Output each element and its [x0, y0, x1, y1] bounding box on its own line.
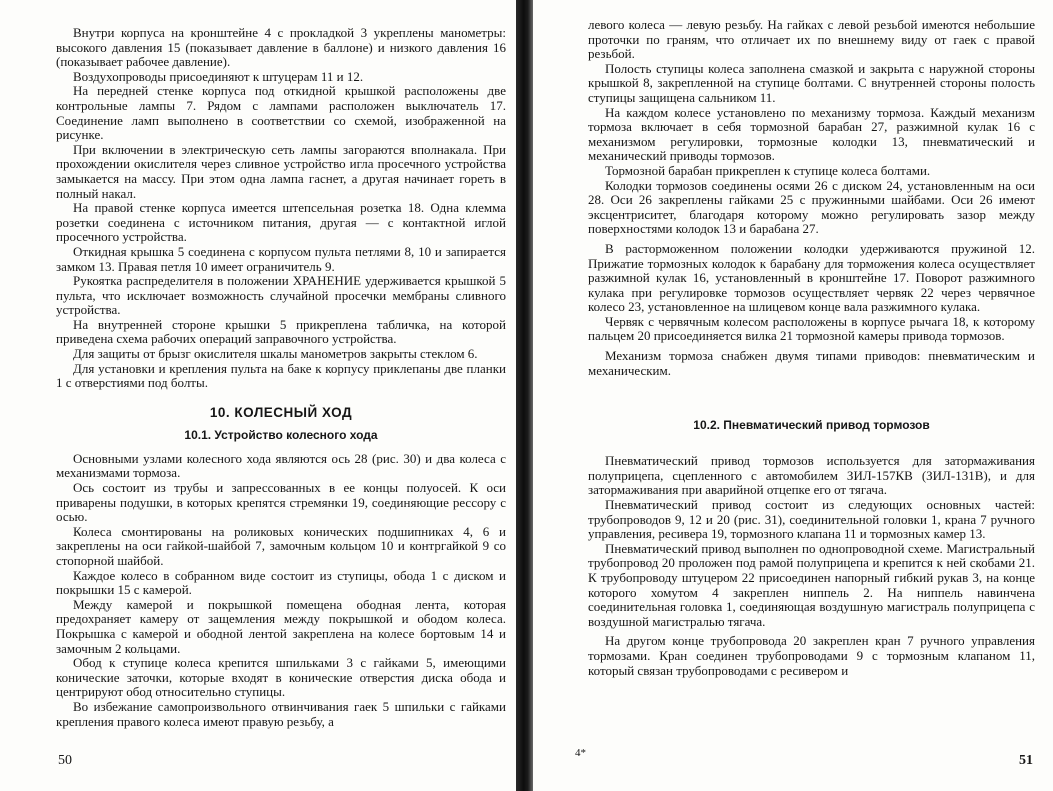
paragraph: Ось состоит из трубы и запрессованных в ее концы полуосей. К оси приварены подушки, в которых крепятся стремянки 19, соединяющие рессору с осью.: [56, 480, 506, 525]
paragraph: На передней стенке корпуса под откидной крышкой расположены две контрольные лампы 7. Рядом с лампами расположен выключатель 17. Соединение ламп выполнено в соответствии со схемой, изображенной на рисунке.: [56, 83, 506, 143]
paragraph: Для защиты от брызг окислителя шкалы манометров закрыты стеклом 6.: [73, 346, 478, 362]
chapter-title: 10. КОЛЕСНЫЙ ХОД: [209, 404, 353, 420]
paragraph: Червяк с червячным колесом расположены в корпусе рычага 18, к которому пальцем 20 присоединяется вилка 21 тормозной камеры привода тормозов.: [588, 313, 1035, 344]
paragraph: Пневматический привод выполнен по однопроводной схеме. Магистральный трубопровод 20 проложен под рамой полуприцепа и крепится к ней скобами 21. К трубопроводу штуцером 22 присоединен напорный гибкий рукав 3, на конце которого хомутом 4 закреплен ниппель 2. На ниппель навинчена соединительная головка 1, соединяющая воздушную магистраль полуприцепа с воздушной магистралью тягача.: [588, 540, 1035, 629]
paragraph: Обод к ступице колеса крепится шпильками 3 с гайками 5, имеющими конические заточки, которые входят в конические отверстия диска обода и центрируют обод относительно ступицы.: [56, 655, 506, 700]
paragraph: Во избежание самопроизвольного отвинчивания гаек 5 шпильки с гайками крепления правого колеса имеют правую резьбу, а: [56, 698, 506, 729]
paragraph: Для установки и крепления пульта на баке к корпусу приклепаны две планки 1 с отверстиями под болты.: [56, 360, 506, 391]
paragraph: Откидная крышка 5 соединена с корпусом пульта петлями 8, 10 и запирается замком 13. Правая петля 10 имеет ограничитель 9.: [56, 243, 506, 274]
paragraph: Механизм тормоза снабжен двумя типами приводов: пневматическим и механическим.: [588, 348, 1035, 378]
paragraph: Внутри корпуса на кронштейне 4 с прокладкой 3 укреплены манометры: высокого давления 15 (показывает давление в баллоне) и низкого давления 16 (показывает рабочее давление).: [56, 25, 506, 70]
paragraph: На другом конце трубопровода 20 закреплен кран 7 ручного управления тормозами. Кран соединен трубопроводами 9 с тормозным клапаном 11, который связан трубопроводами с ресивером и: [588, 633, 1035, 678]
page-number: 51: [1019, 753, 1033, 768]
book-spine-gutter: [516, 0, 533, 791]
paragraph: Основными узлами колесного хода являются ось 28 (рис. 30) и два колеса с механизмами тормоза.: [56, 450, 506, 481]
right-page: [533, 0, 1053, 791]
left-page: [0, 0, 520, 791]
paragraph: Рукоятка распределителя в положении ХРАНЕНИЕ удерживается крышкой 5 пульта, что исключает возможность случайной просечки мембраны сливного устройства.: [56, 273, 506, 318]
paragraph: На внутренней стороне крышки 5 прикреплена табличка, на которой приведена схема рабочих операций заправочного устройства.: [56, 316, 506, 347]
section-title: 10.2. Пневматический привод тормозов: [693, 418, 930, 433]
paragraph: В расторможенном положении колодки удерживаются пружиной 12. Прижатие тормозных колодок к барабану для торможения колеса осуществляет разжимной кулак 16, установленный в кронштейне 17. Поворот разжимного кулака при регулировке тормозов осуществляет червяк 22 через червячное колесо 23, установленное на шлицевом конце вала разжимного кулака.: [588, 240, 1035, 315]
continued-paragraph: левого колеса — левую резьбу. На гайках с левой резьбой имеются небольшие проточки по граням, что отличает их по внешнему виду от гаек с правой резьбой.: [588, 17, 1035, 62]
printer-signature-mark: 4*: [575, 747, 586, 759]
paragraph: Тормозной барабан прикреплен к ступице колеса болтами.: [605, 162, 931, 178]
page-number: 50: [58, 753, 72, 768]
paragraph: Колодки тормозов соединены осями 26 с диском 24, установленным на оси 28. Оси 26 закреплены гайками 25 с пружинными шайбами. Оси 26 имеют эксцентриситет, благодаря которому можно регулировать зазор между поверхностями колодок 13 и барабана 27.: [588, 177, 1035, 237]
paragraph: При включении в электрическую сеть лампы загораются вполнакала. При прохождении окислителя через сливное устройство игла просечного устройства замыкается на массу. При этом одна лампа гаснет, а другая начинает гореть в полный накал.: [56, 141, 506, 201]
paragraph: Между камерой и покрышкой помещена ободная лента, которая предохраняет камеру от защемления между покрышкой и ободом колеса. Покрышка с камерой и ободной лентой закреплена на колесе бортовым 14 и замочным 2 кольцами.: [56, 596, 506, 656]
paragraph: На каждом колесе установлено по механизму тормоза. Каждый механизм тормоза включает в себя тормозной барабан 27, разжимной кулак 16 с механизмом регулировки, тормозные колодки 13, пневматический и механический приводы тормозов.: [588, 104, 1035, 164]
paragraph: Пневматический привод состоит из следующих основных частей: трубопроводов 9, 12 и 20 (рис. 31), соединительной головки 1, крана 7 ручного управления, ресивера 19, тормозного клапана 11 и тормозных камер 13.: [588, 497, 1035, 542]
paragraph: Каждое колесо в собранном виде состоит из ступицы, обода 1 с диском и покрышки 15 с камерой.: [56, 567, 506, 598]
paragraph: Пневматический привод тормозов используется для затормаживания полуприцепа, сцепленного с автомобилем ЗИЛ-157КВ (ЗИЛ-131В), и для затормаживания при аварийной отцепке его от тягача.: [588, 453, 1035, 498]
section-title: 10.1. Устройство колесного хода: [184, 427, 378, 442]
paragraph: Воздухопроводы присоединяют к штуцерам 11 и 12.: [73, 68, 364, 84]
paragraph: Колеса смонтированы на роликовых конических подшипниках 4, 6 и закреплены на оси гайкой-шайбой 7, замочным кольцом 10 и контргайкой 9 со стопорной шайбой.: [56, 523, 506, 568]
paragraph: Полость ступицы колеса заполнена смазкой и закрыта с наружной стороны крышкой 8, закрепленной на ступице болтами. С внутренней стороны полость ступицы защищена сальником 11.: [588, 60, 1035, 105]
paragraph: На правой стенке корпуса имеется штепсельная розетка 18. Одна клемма розетки соединена с источником питания, другая — с контактной иглой просечного устройства.: [56, 200, 506, 245]
